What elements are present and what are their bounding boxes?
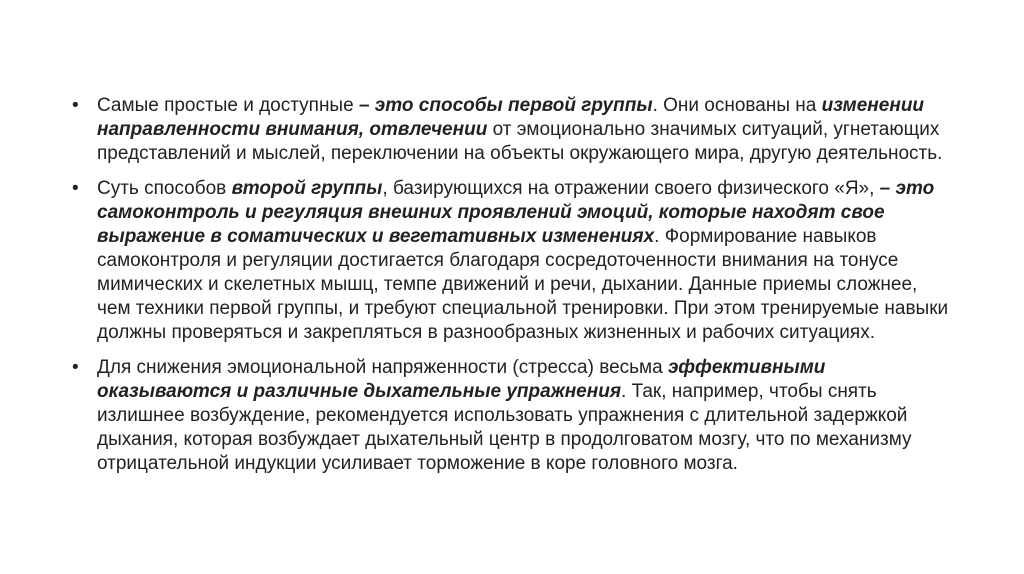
list-item-second-group [72,177,952,345]
text-segment: Суть способов [97,178,232,199]
bullet-icon: • [72,178,79,199]
bullet-icon: • [72,357,79,378]
emphasis-first-group: способы первой группы [418,95,653,116]
text-segment: . Формирование навыков самоконтроля и регуляции достигается благодаря сосредоточенности внимания на тонусе мимических и скелетных мышц, темпе движений и речи, дыхании. Данные приемы сложнее, чем техники первой группы, и требуют специальной тренировки. При этом тренируемые навыки должны проверяться и закрепляться в разнообразных жизненных и рабочих ситуациях. [97,226,949,343]
emphasis-self-control: самоконтроль и регуляция внешних проявлений эмоций, которые находят свое выражение в соматических и вегетативных изменениях [97,202,885,247]
paragraph-text [97,178,948,343]
text-segment: Для снижения эмоциональной напряженности (стресса) весьма [97,357,668,378]
emphasis-dash: – это [358,95,419,116]
emphasis-breathing-exercises: эффективными оказываются и различные дыхательные упражнения [97,357,826,402]
paragraph-text [97,357,912,474]
list-item-breathing [72,356,952,476]
bullet-icon: • [72,95,79,116]
list-item-first-group [72,94,952,166]
emphasis-dash: – это [879,178,935,199]
paragraph-text [97,95,942,164]
text-segment: Самые простые и доступные [97,95,359,116]
text-segment: от эмоционально значимых ситуаций, угнетающих представлений и мыслей, переключении на объекты окружающего мира, другую деятельность. [97,119,943,164]
text-segment: . Так, например, чтобы снять излишнее возбуждение, рекомендуется использовать упражнения с длительной задержкой дыхания, которая возбуждает дыхательный центр в продолговатом мозгу, что по механизму отрицательной индукции усиливает торможение в коре головного мозга. [97,381,912,474]
text-segment: . Они основаны на [652,95,822,116]
emphasis-second-group: второй группы [231,178,383,199]
emphasis-attention-shift: изменении направленности внимания, отвлечении [97,95,925,140]
text-segment: , базирующихся на отражении своего физического «Я», [382,178,880,199]
bullet-list [72,94,952,487]
